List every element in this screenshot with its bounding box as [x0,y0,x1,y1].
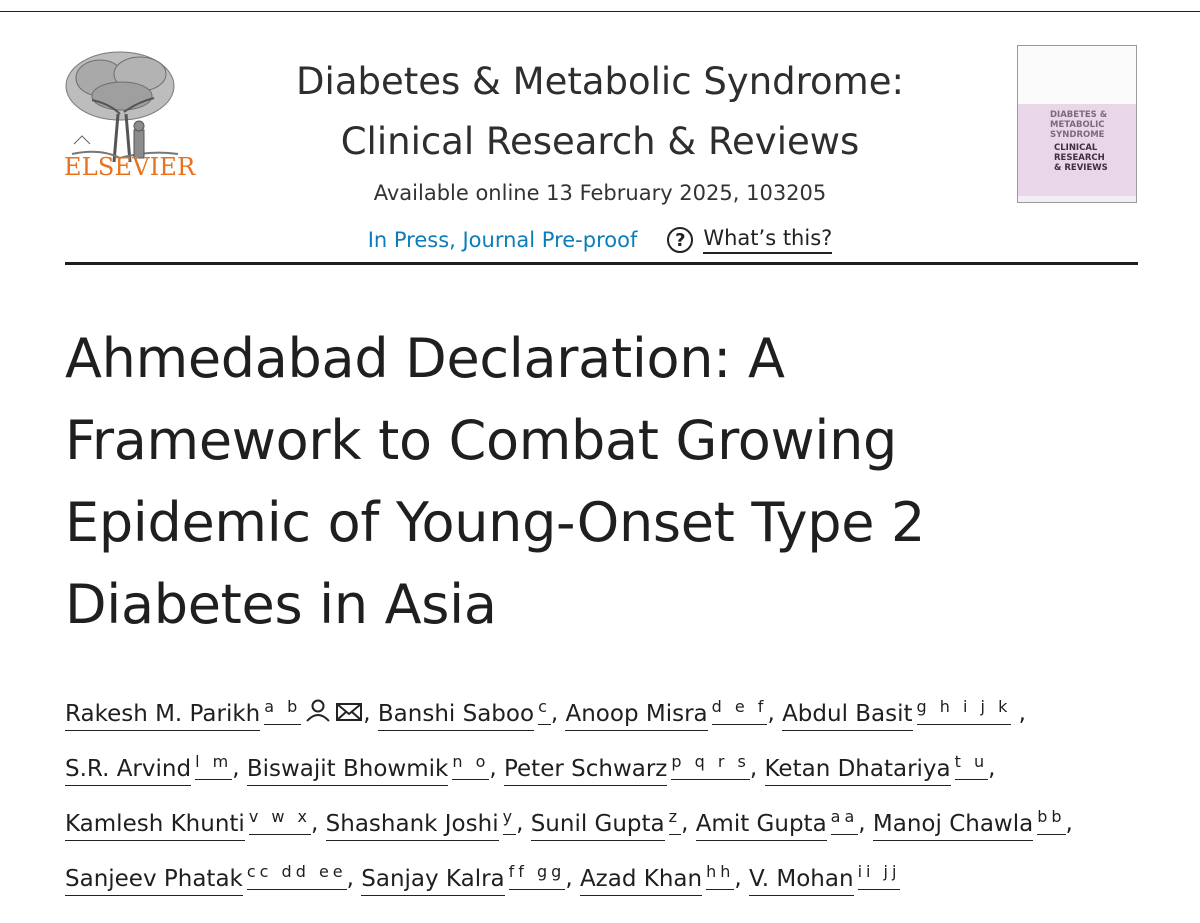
author-link[interactable] [749,862,901,893]
availability-info: Available online 13 February 2025, 103205 [373,181,827,205]
author-link[interactable] [872,807,1066,837]
author-affiliations[interactable]: aa [831,807,859,835]
whats-this-label[interactable]: What’s this? [703,226,832,254]
author-name[interactable]: Shashank Joshi [326,811,499,841]
elsevier-wordmark[interactable]: ELSEVIER [64,153,196,181]
author-link[interactable] [65,752,233,782]
whats-this-link[interactable] [667,226,832,254]
author-affiliations[interactable]: y [503,807,516,835]
author-separator: , [1065,810,1073,837]
author-link[interactable] [503,752,750,782]
author-name[interactable]: Ketan Dhatariya [765,756,951,786]
journal-title-line-2[interactable]: Clinical Research & Reviews [340,120,860,163]
author-separator: , [1018,700,1026,727]
author-affiliations[interactable]: n o [452,752,489,780]
author-name[interactable]: Sanjay Kalra [361,866,504,896]
article-title-line-4: Diabetes in Asia [65,573,497,636]
author-separator: , [734,866,742,893]
author-affiliations[interactable]: g h i j k [917,697,1012,725]
journal-title-line-1[interactable]: Diabetes & Metabolic Syndrome: [296,60,904,103]
author-separator: , [516,810,524,837]
author-name[interactable]: Azad Khan [580,866,702,896]
author-name[interactable]: Anoop Misra [565,701,707,731]
author-separator: , [363,700,371,727]
author-affiliations[interactable]: p q r s [671,752,749,780]
author-link[interactable] [565,697,768,727]
author-separator: , [489,755,497,782]
author-separator: , [565,866,573,893]
author-link[interactable] [246,752,490,782]
author-affiliations[interactable]: ff gg [509,862,566,890]
author-separator: , [232,755,240,782]
author-affiliations[interactable]: a b [264,697,301,725]
author-name[interactable]: Kamlesh Khunti [65,811,245,841]
article-title-line-1: Ahmedabad Declaration: A [65,327,785,390]
author-link[interactable] [65,807,312,837]
author-link[interactable] [325,807,517,837]
author-link[interactable] [377,697,551,727]
journal-title[interactable] [200,52,1000,172]
header-divider [65,262,1138,265]
author-affiliations[interactable]: v w x [249,807,311,835]
author-name[interactable]: S.R. Arvind [65,756,191,786]
author-affiliations[interactable]: l m [195,752,232,780]
article-title-line-3: Epidemic of Young-Onset Type 2 [65,491,926,554]
person-icon[interactable] [305,699,331,723]
author-affiliations[interactable]: ii jj [858,862,901,890]
author-separator: , [749,755,758,782]
cover-line-6: & REVIEWS [1054,163,1108,173]
author-separator: , [767,700,775,727]
in-press-status: In Press, Journal Pre-proof [367,228,638,252]
author-separator: , [988,755,996,782]
author-link[interactable] [764,752,989,782]
cover-line-4: CLINICAL [1054,143,1098,153]
author-link[interactable] [65,862,347,893]
cover-line-5: RESEARCH [1054,153,1105,163]
cover-line-2: METABOLIC [1050,120,1105,130]
author-affiliations[interactable]: t u [955,752,989,780]
author-name[interactable]: V. Mohan [749,866,854,896]
author-separator: , [346,866,354,893]
author-link[interactable] [695,807,859,837]
author-link[interactable] [361,862,566,893]
author-name[interactable]: Abdul Basit [782,701,912,731]
question-circle-icon[interactable]: ? [667,227,693,253]
envelope-icon[interactable] [335,701,363,723]
author-affiliations[interactable]: c [538,697,551,725]
author-link[interactable] [530,807,682,837]
author-separator: , [681,810,689,837]
author-name[interactable]: Sanjeev Phatak [65,866,243,896]
article-status-row [200,226,1000,254]
cover-header [1018,46,1136,104]
article-title [65,318,1065,646]
author-name[interactable]: Biswajit Bhowmik [247,756,449,786]
author-separator: , [311,810,319,837]
author-name[interactable]: Rakesh M. Parikh [65,701,260,731]
author-list [65,683,1140,904]
author-separator: , [550,700,559,727]
top-divider [0,11,1200,12]
cover-line-3: SYNDROME [1050,130,1105,140]
article-title-line-2: Framework to Combat Growing [65,409,897,472]
journal-cover-thumbnail[interactable] [1017,45,1137,203]
author-name[interactable]: Peter Schwarz [504,756,667,786]
author-name[interactable]: Sunil Gupta [531,811,665,841]
author-separator: , [858,810,866,837]
author-affiliations[interactable]: z [669,807,681,835]
author-affiliations[interactable]: hh [706,862,734,890]
author-affiliations[interactable]: d e f [712,697,768,725]
author-affiliations[interactable]: cc dd ee [247,862,347,890]
cover-line-1: DIABETES & [1050,110,1108,120]
author-name[interactable]: Manoj Chawla [873,811,1033,841]
author-name[interactable]: Banshi Saboo [378,701,534,731]
author-link[interactable] [65,697,363,727]
author-link[interactable] [579,862,735,893]
author-affiliations[interactable]: bb [1037,807,1065,835]
author-link[interactable] [782,697,1012,727]
author-name[interactable]: Amit Gupta [696,811,827,841]
